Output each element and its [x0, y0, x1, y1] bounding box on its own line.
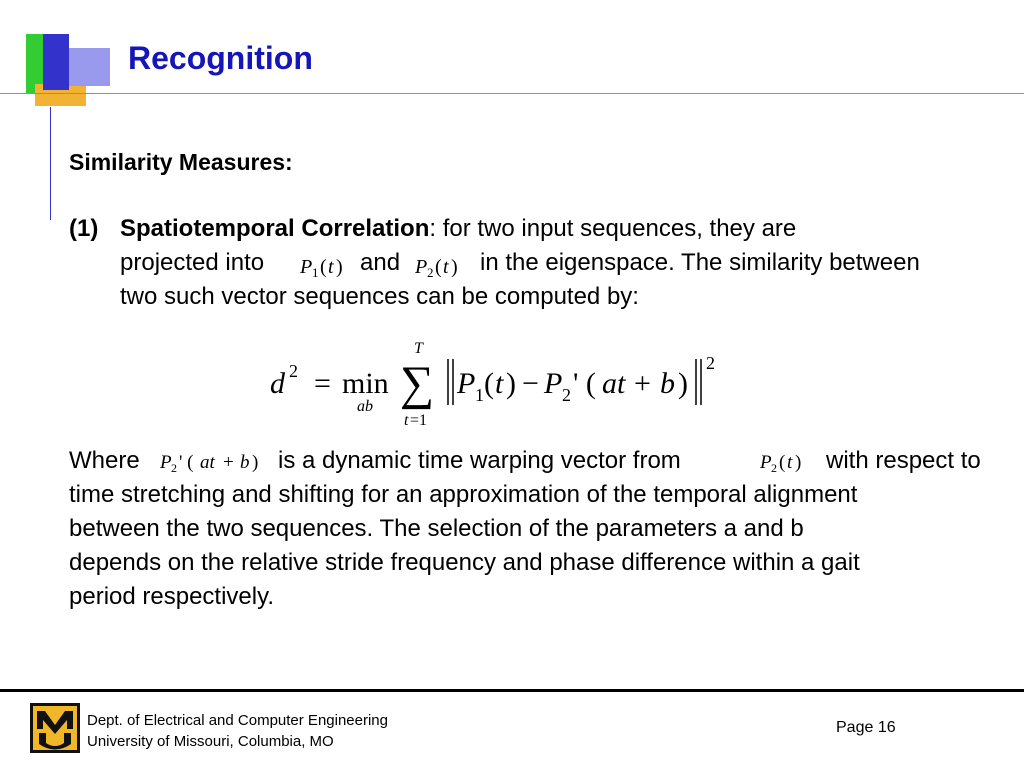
- svg-text:): ): [252, 452, 259, 473]
- svg-text:P: P: [544, 367, 563, 400]
- svg-text:(: (: [435, 256, 442, 278]
- svg-text:at: at: [602, 367, 626, 400]
- svg-text:+: +: [634, 367, 651, 400]
- svg-text:T: T: [414, 340, 423, 357]
- para-line-4: depends on the relative stride frequency and phase difference within a gait: [69, 549, 860, 576]
- svg-text:=1: =1: [410, 412, 428, 429]
- formula-p2-t-2: [758, 445, 818, 477]
- vertical-divider: [50, 107, 51, 220]
- svg-text:t: t: [495, 367, 504, 400]
- footer-dept: Dept. of Electrical and Computer Engineering: [87, 712, 388, 729]
- svg-text:b: b: [660, 367, 675, 400]
- svg-text:b: b: [240, 452, 250, 473]
- footer-university: University of Missouri, Columbia, MO: [87, 733, 334, 750]
- para-line-5: period respectively.: [69, 583, 274, 610]
- decor-blue-square: [43, 34, 69, 90]
- item-text-2c: in the eigenspace. The similarity between: [480, 249, 920, 276]
- svg-text:2: 2: [771, 461, 777, 475]
- svg-text:1: 1: [475, 385, 484, 405]
- svg-text:d: d: [270, 367, 285, 400]
- svg-text:P: P: [457, 367, 476, 400]
- subtitle: Similarity Measures:: [69, 149, 293, 175]
- svg-text:2: 2: [427, 265, 434, 280]
- svg-text:' (: ' (: [573, 367, 596, 400]
- svg-text:ab: ab: [357, 398, 373, 415]
- svg-text:): ): [336, 256, 343, 278]
- svg-text:t: t: [328, 256, 334, 278]
- formula-p2-t: [413, 249, 473, 281]
- svg-text:1: 1: [312, 265, 319, 280]
- svg-text:−: −: [522, 367, 539, 400]
- svg-text:2: 2: [562, 385, 571, 405]
- item-text-2b: and: [360, 249, 401, 276]
- svg-text:=: =: [314, 367, 331, 400]
- university-logo: [30, 703, 80, 753]
- item-term: Spatiotemporal Correlation: [120, 215, 430, 242]
- item-text-2a: projected into: [120, 249, 265, 276]
- svg-text:): ): [795, 452, 802, 473]
- item-number: (1): [69, 215, 99, 242]
- footer-divider: [0, 689, 1024, 692]
- svg-text:t: t: [404, 412, 409, 429]
- where-text-c: with respect to: [826, 447, 981, 474]
- svg-text:2: 2: [289, 361, 298, 381]
- svg-text:t: t: [443, 256, 449, 278]
- para-line-2: time stretching and shifting for an approximation of the temporal alignment: [69, 481, 858, 508]
- where-text-b: is a dynamic time warping vector from: [278, 447, 681, 474]
- svg-text:∑: ∑: [400, 357, 435, 410]
- svg-text:at: at: [200, 452, 215, 473]
- item-text-1: : for two input sequences, they are: [429, 215, 797, 242]
- svg-text:' (: ' (: [179, 452, 194, 473]
- svg-text:P: P: [415, 256, 428, 278]
- svg-text:(: (: [484, 367, 494, 400]
- where-label: Where: [69, 447, 140, 474]
- page-number: Page 16: [836, 719, 896, 736]
- item-line-1: [120, 212, 796, 246]
- svg-text:P: P: [160, 452, 172, 473]
- svg-text:): ): [451, 256, 458, 278]
- svg-text:P: P: [300, 256, 313, 278]
- slide-title: Recognition: [128, 40, 313, 76]
- item-text-3: two such vector sequences can be computed by:: [120, 283, 639, 310]
- header-divider: [0, 93, 1024, 94]
- decor-lavender-square: [69, 48, 110, 86]
- svg-text:+: +: [223, 452, 234, 473]
- svg-text:): ): [506, 367, 516, 400]
- svg-text:2: 2: [171, 461, 177, 475]
- para-line-3: between the two sequences. The selection of the parameters a and b: [69, 515, 804, 542]
- svg-text:(: (: [320, 256, 327, 278]
- formula-p2-prime: [158, 445, 273, 477]
- formula-p1-t: [298, 249, 354, 281]
- svg-text:): ): [678, 367, 688, 400]
- svg-text:min: min: [342, 367, 389, 400]
- svg-text:(: (: [779, 452, 786, 473]
- svg-text:t: t: [787, 452, 793, 473]
- svg-text:P: P: [760, 452, 772, 473]
- svg-text:2: 2: [706, 353, 715, 373]
- similarity-formula: [262, 335, 732, 435]
